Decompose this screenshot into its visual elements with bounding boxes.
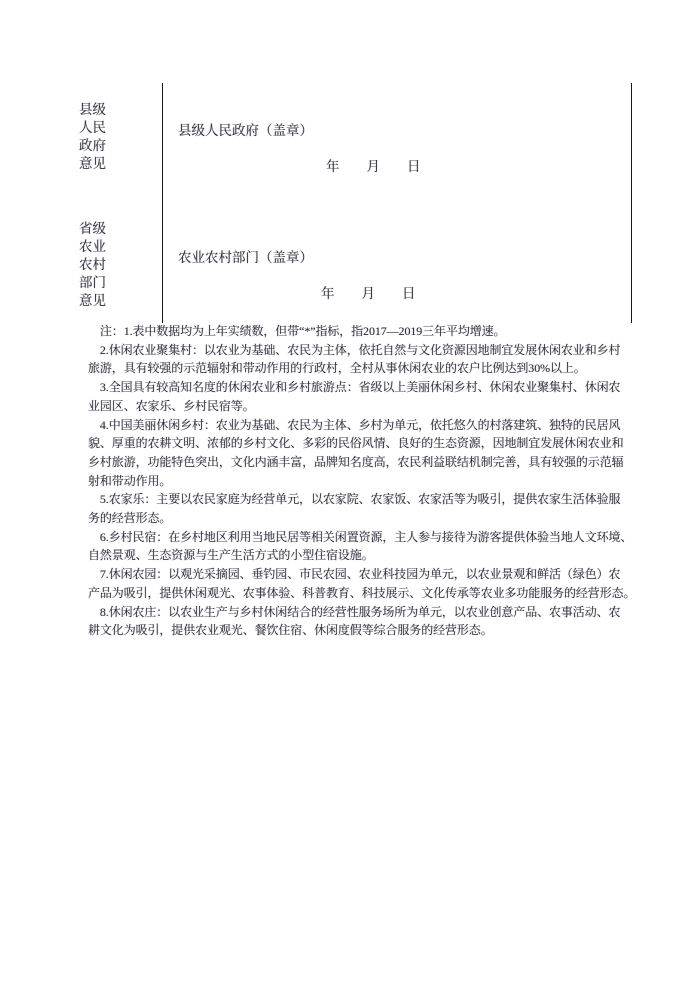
- agriculture-department-seal-line: 农业农村部门（盖章）: [178, 250, 313, 265]
- table-right-border: [631, 83, 632, 323]
- provincial-agriculture-department-opinion-row-label: 省级农业农村部门意见: [79, 221, 106, 308]
- note-line: 3.全国具有较高知名度的休闲农业和乡村旅游点：省级以上美丽休闲乡村、休闲农业聚集村、休闲农: [88, 380, 621, 395]
- note-line: 自然景观、生态资源与生产生活方式的小型住宿设施。: [88, 548, 374, 563]
- note-line: 5.农家乐：主要以农民家庭为经营单元，以农家院、农家饭、农家活等为吸引，提供农家生活体验服: [88, 492, 621, 507]
- note-line: 8.休闲农庄：以农业生产与乡村休闲结合的经营性服务场所为单元，以农业创意产品、农事活动、农: [88, 604, 621, 619]
- note-line: 乡村旅游，功能特色突出，文化内涵丰富，品牌知名度高，农民利益联结机制完善，具有较强的示范辐: [88, 454, 624, 469]
- note-line: 7.休闲农园：以观光采摘园、垂钓园、市民农园、农业科技园为单元，以农业景观和鲜活（绿色）农: [88, 567, 621, 582]
- table-divider-line: [162, 83, 163, 323]
- county-government-seal-line: 县级人民政府（盖章）: [178, 123, 313, 138]
- note-line: 产品为吸引，提供休闲观光、农事体验、科普教育、科技展示、文化传承等农业多功能服务的经营形态。: [88, 585, 636, 600]
- note-line: 旅游，具有较强的示范辐射和带动作用的行政村，全村从事休闲农业的农户比例达到30%以上。: [88, 361, 586, 376]
- county-government-opinion-row-label: 县级人民政府意见: [79, 102, 106, 171]
- note-line: 6.乡村民宿：在乡村地区利用当地民居等相关闲置资源，主人参与接待为游客提供体验当地人文环境、: [88, 529, 633, 544]
- note-line: 4.中国美丽休闲乡村：农业为基础、农民为主体、乡村为单元，依托悠久的村落建筑、独特的民居风: [88, 417, 621, 432]
- agriculture-department-date-line: 年 月 日: [321, 286, 416, 301]
- note-line: 貌、厚重的农耕文明、浓郁的乡村文化、多彩的民俗风情、良好的生态资源，因地制宜发展休闲农业和: [88, 436, 624, 451]
- note-line: 2.休闲农业聚集村：以农业为基础、农民为主体，依托自然与文化资源因地制宜发展休闲农业和乡村: [88, 342, 621, 357]
- note-line: 业园区、农家乐、乡村民宿等。: [88, 398, 255, 413]
- note-line: 射和带动作用。: [88, 473, 172, 488]
- note-line: 务的经营形态。: [88, 511, 172, 526]
- form-notes-section: [88, 322, 636, 640]
- note-line: 耕文化为吸引，提供农业观光、餐饮住宿、休闲度假等综合服务的经营形态。: [88, 623, 493, 638]
- note-line: 注：1.表中数据均为上年实绩数，但带“*”指标，指2017—2019三年平均增速。: [88, 324, 506, 338]
- county-government-date-line: 年 月 日: [326, 159, 421, 174]
